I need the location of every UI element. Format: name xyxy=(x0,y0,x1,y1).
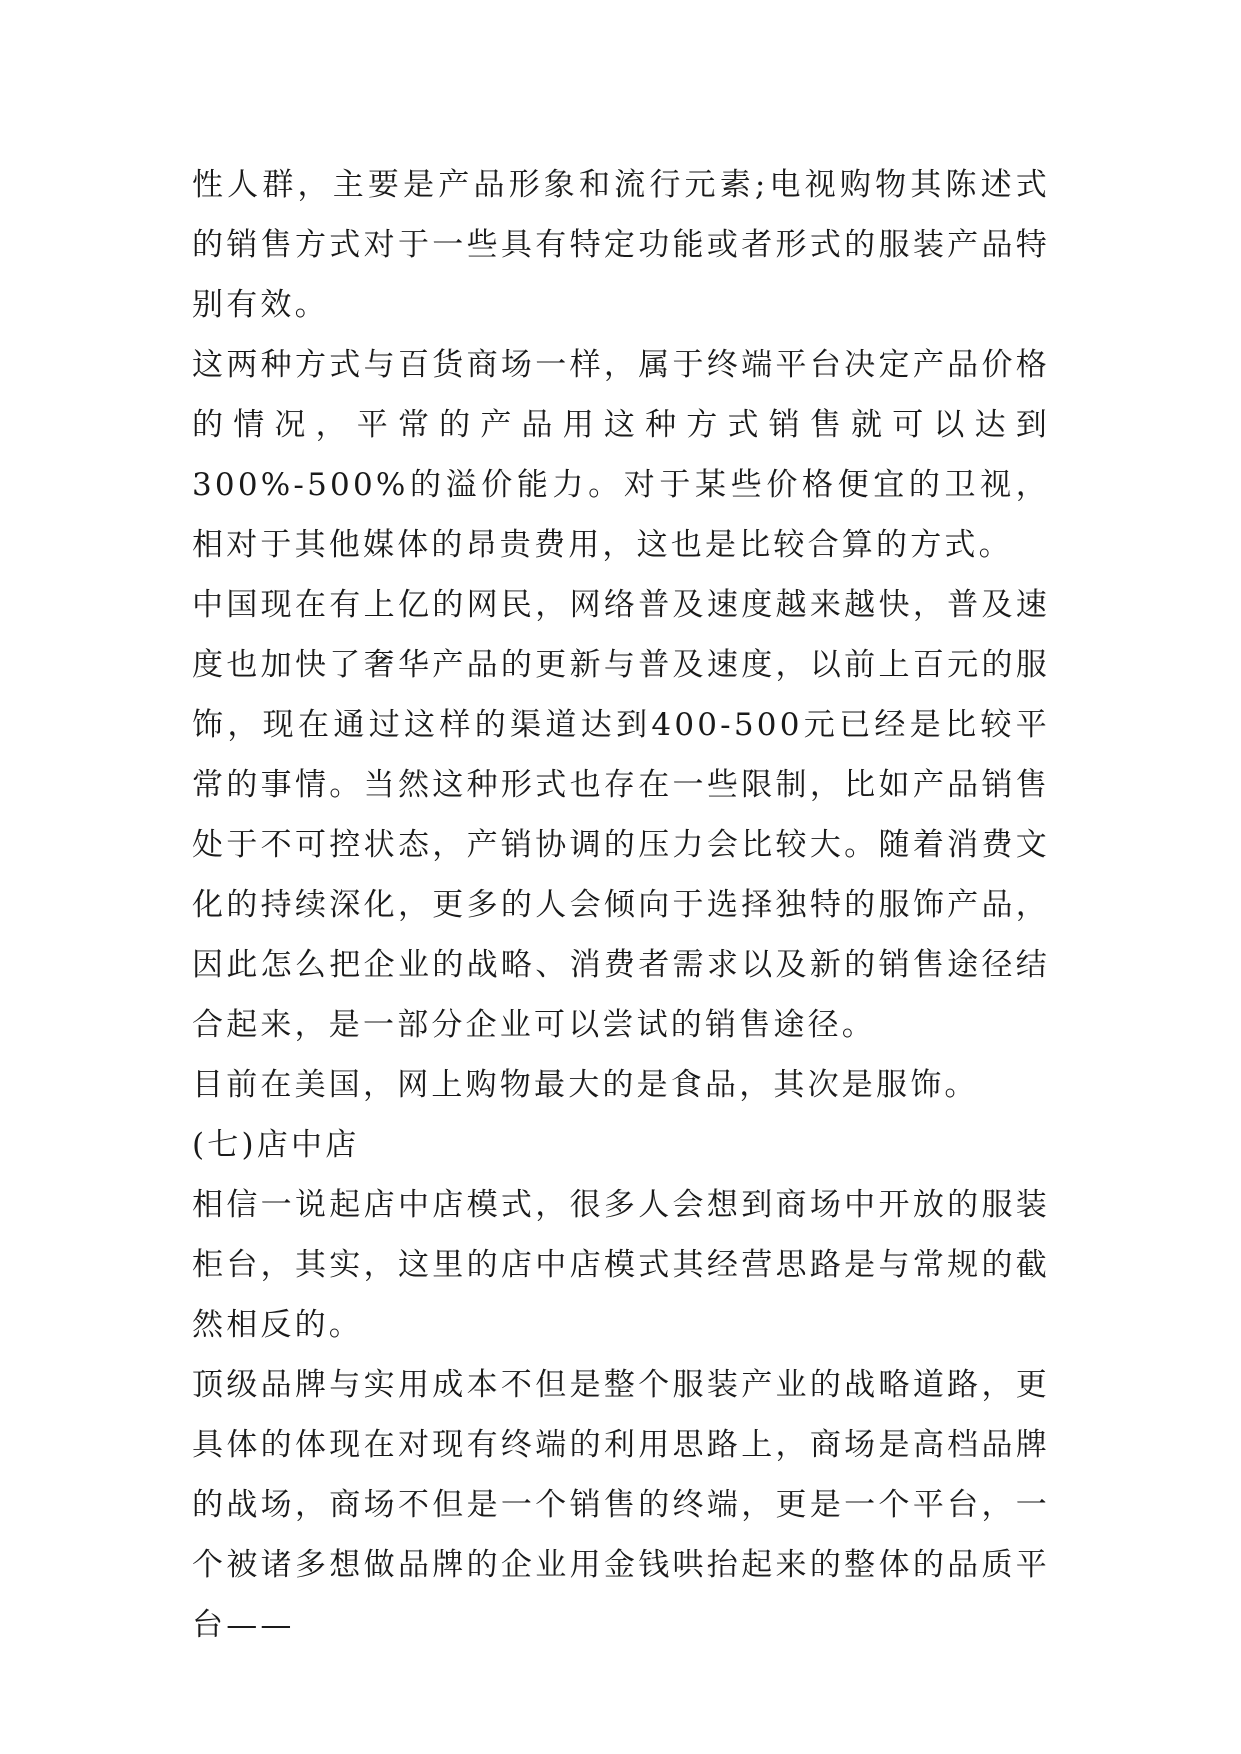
paragraph-tv-shopping: 性人群，主要是产品形象和流行元素;电视购物其陈述式的销售方式对于一些具有特定功能或者形式的服装产品特别有效。 xyxy=(192,167,1050,323)
paragraph-terminal-pricing: 这两种方式与百货商场一样，属于终端平台决定产品价格的情况，平常的产品用这种方式销售就可以达到300%-500%的溢价能力。对于某些价格便宜的卫视，相对于其他媒体的昂贵费用，这也是比较合算的方式。 xyxy=(192,347,1050,563)
paragraph-us-shopping: 目前在美国，网上购物最大的是食品，其次是服饰。 xyxy=(192,1067,979,1103)
paragraph-online-shopping: 中国现在有上亿的网民，网络普及速度越来越快，普及速度也加快了奢华产品的更新与普及速度，以前上百元的服饰，现在通过这样的渠道达到400-500元已经是比较平常的事情。当然这种形式也存在一些限制，比如产品销售处于不可控状态，产销协调的压力会比较大。随着消费文化的持续深化，更多的人会倾向于选择独特的服饰产品，因此怎么把企业的战略、消费者需求以及新的销售途径结合起来，是一部分企业可以尝试的销售途径。 xyxy=(192,587,1050,1043)
paragraph-top-brands: 顶级品牌与实用成本不但是整个服装产业的战略道路，更具体的体现在对现有终端的利用思路上，商场是高档品牌的战场，商场不但是一个销售的终端，更是一个平台，一个被诸多想做品牌的企业用金钱哄抬起来的整体的品质平台—— xyxy=(192,1367,1050,1643)
section-heading-store-in-store: (七)店中店 xyxy=(192,1127,360,1163)
paragraph-store-in-store-intro: 相信一说起店中店模式，很多人会想到商场中开放的服装柜台，其实，这里的店中店模式其经营思路是与常规的截然相反的。 xyxy=(192,1187,1050,1343)
document-body xyxy=(192,155,1050,1655)
